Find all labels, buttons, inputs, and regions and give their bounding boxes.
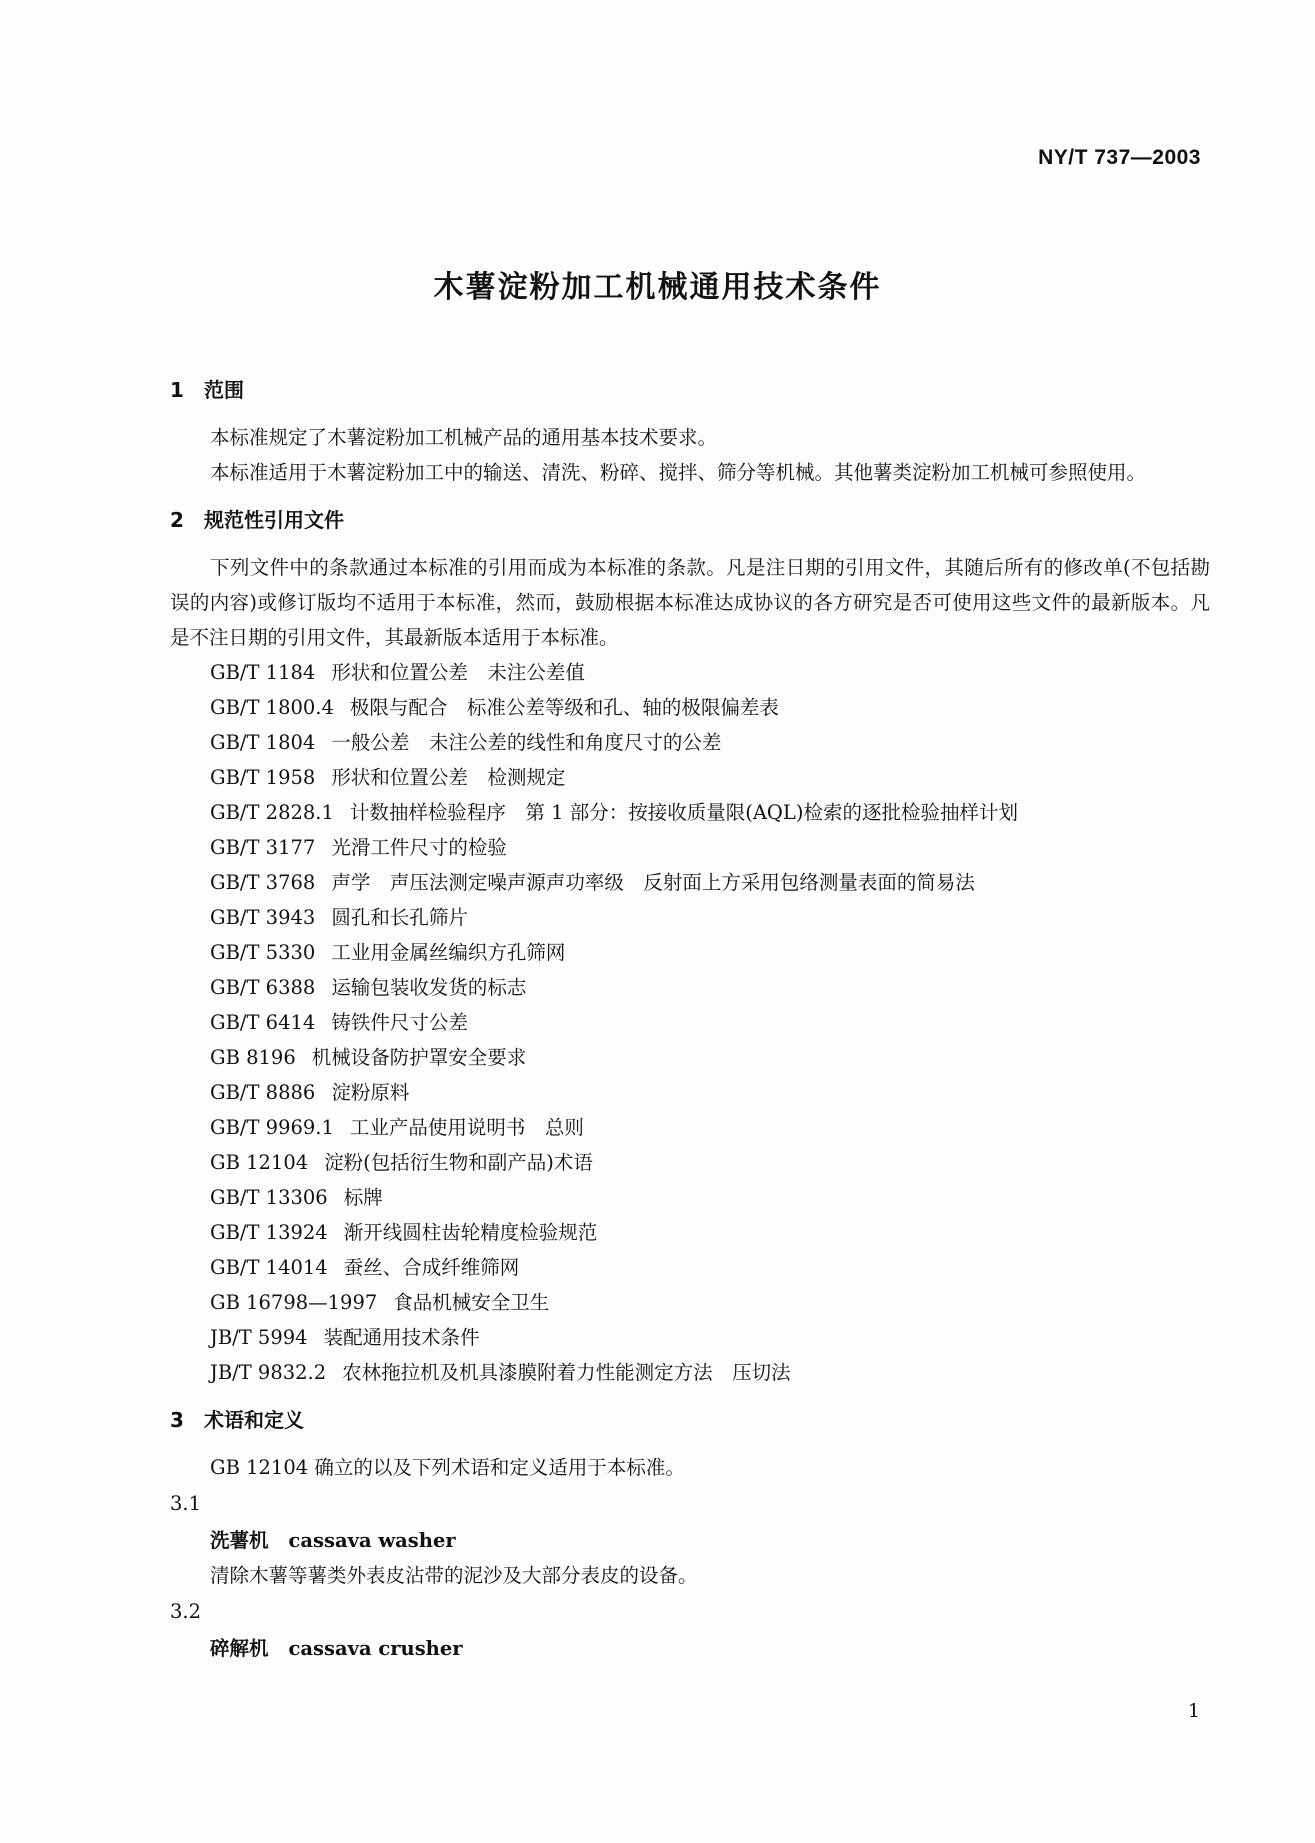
reference-title: 运输包装收发货的标志 — [331, 976, 527, 999]
page-number: 1 — [1187, 1700, 1200, 1722]
reference-title: 机械设备防护罩安全要求 — [311, 1046, 527, 1069]
reference-title: 圆孔和长孔筛片 — [331, 906, 468, 929]
paragraph: 本标准规定了木薯淀粉加工机械产品的通用基本技术要求。 — [210, 426, 718, 449]
reference-item — [170, 1215, 1210, 1250]
reference-code: GB/T 3943 — [210, 906, 316, 929]
reference-title: 食品机械安全卫生 — [393, 1291, 550, 1314]
reference-code: GB/T 5330 — [210, 941, 316, 964]
reference-title: 农林拖拉机及机具漆膜附着力性能测定方法 压切法 — [342, 1361, 791, 1384]
reference-title: 淀粉(包括衍生物和副产品)术语 — [324, 1151, 593, 1174]
section-3-heading — [170, 1402, 1210, 1438]
reference-item — [170, 690, 1210, 725]
paragraph: 下列文件中的条款通过本标准的引用而成为本标准的条款。凡是注日期的引用文件，其随后所有的修改单(不包括勘误的内容)或修订版均不适用于本标准，然而，鼓励根据本标准达成协议的各方研究是否可使用这些文件的最新版本。凡是不注日期的引用文件，其最新版本适用于本标准。 — [170, 556, 1210, 649]
reference-code: GB/T 9969.1 — [210, 1116, 334, 1139]
reference-item — [170, 935, 1210, 970]
term-english: cassava washer — [288, 1529, 456, 1552]
term-english: cassava crusher — [288, 1637, 463, 1660]
reference-item — [170, 725, 1210, 760]
reference-code: JB/T 9832.2 — [210, 1361, 327, 1384]
reference-item — [170, 655, 1210, 690]
section-number: 2 — [170, 508, 184, 532]
reference-item — [170, 1285, 1210, 1320]
reference-title: 光滑工件尺寸的检验 — [331, 836, 507, 859]
reference-item — [170, 1145, 1210, 1180]
paragraph: GB 12104 确立的以及下列术语和定义适用于本标准。 — [210, 1456, 685, 1479]
reference-code: GB 16798—1997 — [210, 1291, 378, 1314]
document-title: 木薯淀粉加工机械通用技术条件 — [433, 270, 882, 305]
reference-item — [170, 865, 1210, 900]
reference-item — [170, 830, 1210, 865]
reference-code: GB/T 6388 — [210, 976, 316, 999]
reference-code: JB/T 5994 — [210, 1326, 308, 1349]
reference-title: 装配通用技术条件 — [323, 1326, 480, 1349]
reference-title: 形状和位置公差 检测规定 — [331, 766, 566, 789]
reference-item — [170, 1355, 1210, 1390]
reference-item — [170, 760, 1210, 795]
reference-item — [170, 1075, 1210, 1110]
reference-title: 工业产品使用说明书 总则 — [349, 1116, 584, 1139]
reference-title: 声学 声压法测定噪声源声功率级 反射面上方采用包络测量表面的简易法 — [331, 871, 975, 894]
reference-code: GB/T 3768 — [210, 871, 316, 894]
reference-item — [170, 1320, 1210, 1355]
reference-code: GB 12104 — [210, 1151, 309, 1174]
paragraph: 本标准适用于木薯淀粉加工中的输送、清洗、粉碎、搅拌、筛分等机械。其他薯类淀粉加工机械可参照使用。 — [210, 461, 1147, 484]
reference-code: GB/T 1958 — [210, 766, 316, 789]
reference-code: GB/T 1804 — [210, 731, 316, 754]
standard-code: NY/T 737—2003 — [1038, 146, 1201, 169]
reference-item — [170, 1250, 1210, 1285]
term-entry — [170, 1522, 1210, 1559]
reference-title: 渐开线圆柱齿轮精度检验规范 — [343, 1221, 598, 1244]
section-2-heading — [170, 502, 1210, 538]
reference-item — [170, 795, 1210, 830]
reference-code: GB/T 1184 — [210, 661, 316, 684]
reference-item — [170, 970, 1210, 1005]
section-1-heading — [170, 372, 1210, 408]
section-title: 术语和定义 — [204, 1408, 304, 1432]
reference-item — [170, 1040, 1210, 1075]
section-number: 3 — [170, 1408, 184, 1432]
reference-item — [170, 900, 1210, 935]
reference-title: 标牌 — [343, 1186, 383, 1209]
section-title: 范围 — [204, 378, 244, 402]
section-number: 1 — [170, 378, 184, 402]
reference-item — [170, 1180, 1210, 1215]
reference-title: 蚕丝、合成纤维筛网 — [343, 1256, 520, 1279]
reference-title: 工业用金属丝编织方孔筛网 — [331, 941, 566, 964]
term-chinese: 碎解机 — [210, 1637, 269, 1660]
reference-item — [170, 1005, 1210, 1040]
reference-title: 形状和位置公差 未注公差值 — [331, 661, 585, 684]
term-chinese: 洗薯机 — [210, 1529, 269, 1552]
reference-title: 极限与配合 标准公差等级和孔、轴的极限偏差表 — [349, 696, 779, 719]
reference-title: 一般公差 未注公差的线性和角度尺寸的公差 — [331, 731, 722, 754]
reference-code: GB/T 1800.4 — [210, 696, 334, 719]
normative-references-list — [170, 655, 1210, 1390]
term-number: 3.1 — [170, 1492, 202, 1515]
term-definition: 清除木薯等薯类外表皮沾带的泥沙及大部分表皮的设备。 — [210, 1564, 698, 1587]
reference-code: GB/T 6414 — [210, 1011, 316, 1034]
reference-code: GB 8196 — [210, 1046, 296, 1069]
reference-code: GB/T 13306 — [210, 1186, 328, 1209]
reference-code: GB/T 3177 — [210, 836, 316, 859]
reference-title: 铸铁件尺寸公差 — [331, 1011, 468, 1034]
reference-code: GB/T 13924 — [210, 1221, 328, 1244]
section-title: 规范性引用文件 — [204, 508, 344, 532]
reference-code: GB/T 2828.1 — [210, 801, 334, 824]
reference-item — [170, 1110, 1210, 1145]
reference-title: 计数抽样检验程序 第 1 部分：按接收质量限(AQL)检索的逐批检验抽样计划 — [349, 801, 1018, 824]
reference-code: GB/T 8886 — [210, 1081, 316, 1104]
term-number: 3.2 — [170, 1600, 202, 1623]
reference-code: GB/T 14014 — [210, 1256, 328, 1279]
reference-title: 淀粉原料 — [331, 1081, 410, 1104]
document-body — [170, 372, 1210, 1667]
term-entry — [170, 1630, 1210, 1667]
